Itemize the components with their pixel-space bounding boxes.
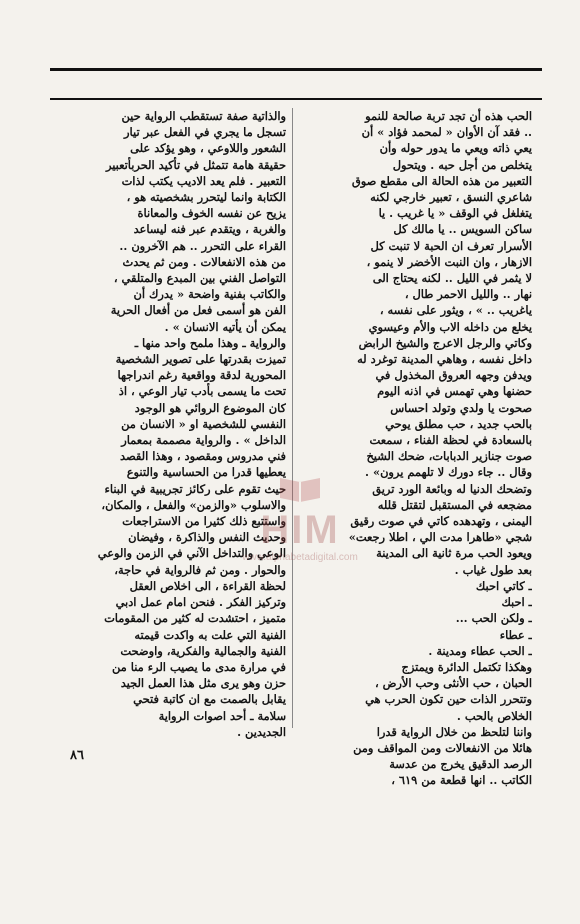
text-line: من هذه الانفعالات . ومن ثم يحدث [122, 254, 286, 269]
watermark-url: www.alphabetadigital.com [242, 552, 358, 563]
text-line: حزن وهو يرى مثل هذا العمل الجيد [120, 676, 286, 691]
text-line: بعد طول غياب . [454, 562, 532, 577]
page-number: ٨٦ [70, 748, 84, 763]
text-line: الفنية والجمالية والفكرية، واوضحت [120, 643, 286, 658]
text-line: الداخل » . والرواية مصممة بمعمار [121, 433, 286, 448]
text-line: يزيح عن نفسه الخوف والمعاناة [137, 206, 286, 221]
text-line: واستتبع ذلك كثيرا من الاستراجعات [122, 514, 286, 529]
text-line: وتضحك الدنيا له وبائعة الورد تريق [372, 481, 532, 496]
text-line: ـ احبك [501, 595, 532, 610]
text-line: الحب هذه أن تجد تربة صالحة للنمو [365, 109, 532, 123]
text-line: والكاتب بفنية واضحة « يدرك أن [133, 287, 286, 302]
watermark-text: HIM [260, 508, 340, 552]
text-line: الخلاص بالحب . [456, 708, 532, 723]
text-line: ياغريب .. » ، ويثور على نفسه ، [379, 303, 532, 318]
text-line: يخلع من داخله الاب والأم وعيسوي [368, 319, 532, 334]
text-line: شجي «طاهرا مدت الي ، اطلا رجعت» [348, 530, 532, 545]
text-line: الأسرار تعرف ان الحبة لا تنبت كل [370, 238, 532, 253]
text-line: ويدفن وجهه العروق المخذول في [375, 368, 532, 383]
text-line: الجديدين . [237, 724, 286, 739]
text-line: بالحب جديد ، حب مطلق يوحي [385, 416, 532, 431]
text-line: ساكن السويس .. يا مالك كل [393, 222, 532, 237]
text-line: شاعري النسق ، تعبير خارجي لكنه [370, 190, 532, 205]
text-line: المحورية لدقة وواقعية رغم اندراجها [117, 368, 286, 383]
text-line: لحظة القراءة ، الى اخلاص العقل [129, 578, 286, 593]
text-line: متميز ، احتشدت له كثير من المقومات [104, 611, 286, 626]
text-line: التواصل الفني بين المبدع والمتلقي ، [113, 271, 286, 286]
text-line: سلامة ـ أحد اصوات الرواية [158, 708, 286, 723]
text-line: وتتحرر الذات حين تكون الحرب هي [365, 692, 532, 707]
text-line: والذاتية صفة تستقطب الرواية حين [121, 109, 286, 123]
text-line: لا يثمر في الليل .. لكنه يحتاج الى [372, 271, 532, 286]
text-line: القراء على التحرر .. هم الآخرون .. [119, 238, 286, 253]
text-line: الكتابة وانما ليتحرر بشخصيته هو ، [126, 190, 286, 205]
text-line: تسجل ما يجري في الفعل عبر تيار [124, 125, 286, 140]
text-line: والحوار . ومن ثم فالرواية في حاجة، [114, 562, 286, 577]
text-line: مضجعه في المستقبل لتقتل قلله [377, 497, 532, 512]
text-line: الشعور واللاوعي ، وهو يؤكد على [130, 141, 286, 156]
text-line: يعطيها قدرا من الحساسية والتنوع [126, 465, 286, 480]
text-line: نهار .. والليل الاحمر طال ، [404, 287, 532, 302]
text-line: اليمنى ، وتهدهده كاتي في صوت رقيق [350, 514, 532, 529]
text-line: الفن هو أسمى فعل من أفعال الحرية [110, 303, 286, 318]
text-line: هائلا من الانفعالات ومن المواقف ومن [353, 740, 532, 755]
text-line: .. فقد آن الأوان « لمحمد فؤاد » أن [361, 125, 532, 140]
text-line: في مرارة مدى ما يصيب الرء منا من [111, 659, 286, 674]
text-line: صوت جنازير الدبابات، ضحك الشيخ [366, 449, 532, 464]
text-line: يمكن أن يأتيه الانسان » . [164, 319, 286, 334]
text-line: وتركيز الفكر . فنحن امام عمل ادبي [115, 595, 286, 610]
text-line: الحبان ، حب الأنثى وحب الأرض ، [374, 676, 532, 691]
text-line: النفسي للشخصية او « الانسان من [121, 416, 286, 431]
text-line: تميزت بقدرتها على تصوير الشخصية [115, 352, 286, 367]
right-text-column [300, 108, 532, 789]
column-divider [292, 108, 293, 728]
text-line: يعي ذاته ويعي ما يدور حوله وأن [379, 141, 532, 156]
text-line: داخل نفسه ، وهاهي المدينة توغرد له [357, 352, 532, 367]
text-line: حيث تقوم على ركائز تجريبية في البناء [104, 481, 286, 496]
text-line: وهكذا تكتمل الدائرة ويمتزج [401, 659, 532, 674]
text-line: الوعي والتداخل الآني في الزمن والوعي [97, 546, 286, 561]
text-line: واننا لتلحظ من خلال الرواية قدرا [376, 724, 532, 739]
text-line: ـ عطاء [499, 627, 532, 642]
text-line: وحديث النفس والذاكرة ، وفيضان [128, 530, 286, 545]
text-line: الفنية التي علت به واكدت قيمته [134, 627, 286, 642]
text-line: الكاتب .. انها قطعة من ٦١٩ ، [391, 773, 532, 788]
text-line: التعبير . فلم يعد الاديب يكتب لذات [121, 173, 286, 188]
text-line: وكاتي والرجل الاعرج والشيخ الرابض [358, 335, 532, 350]
text-line: بالسعادة في لحظة الفناء ، سمعت [369, 433, 532, 448]
text-line: ـ ولكن الحب ... [455, 611, 532, 626]
text-line: حضنها وهي تهمس في اذنه اليوم [377, 384, 532, 399]
header-rule [50, 98, 542, 100]
text-line: وقال .. جاء دورك لا تلهمم يرون» . [365, 465, 532, 480]
top-rule [50, 68, 542, 71]
text-line: الازهار ، وان النبت الأخضر لا ينمو ، [366, 254, 532, 269]
text-line: حقيقة هامة تتمثل في تأكيد الحربأتعبير [105, 157, 286, 172]
text-line: فني مدروس ومقصود ، وهذا القصد [120, 449, 286, 464]
text-line: تحت ما يسمى بأدب تيار الوعي ، اذ [118, 384, 286, 399]
text-line: يتخلص من أجل حبه . ويتحول [392, 157, 532, 172]
text-line: يقابل بالصمت مع ان كاتبة فتحي [133, 692, 286, 707]
text-line: والغربة ، ويتقدم عبر فنه ليساعد [133, 222, 286, 237]
text-line: ـ كاتي احبك [475, 578, 532, 593]
text-line: ويعود الحب مرة ثانية الى المدينة [376, 546, 532, 561]
left-text-column [58, 108, 286, 740]
text-line: يتغلغل في الوقف « يا غريب . يا [378, 206, 532, 221]
text-line: والرواية ـ وهذا ملمح واحد منها ـ [134, 335, 286, 350]
text-line: كان الموضوع الروائي هو الوجود [134, 400, 286, 415]
text-line: التعبير من هذه الحالة الى مقطع صوق [351, 173, 532, 188]
text-line: والاسلوب «والزمن» والفعل ، والمكان، [101, 497, 286, 512]
text-line: صحوت يا ولدي وتولد احساس [390, 400, 532, 415]
text-line: ـ الحب عطاء ومدينة . [428, 643, 532, 658]
text-line: الرصد الدقيق يخرج من عدسة [389, 757, 532, 772]
